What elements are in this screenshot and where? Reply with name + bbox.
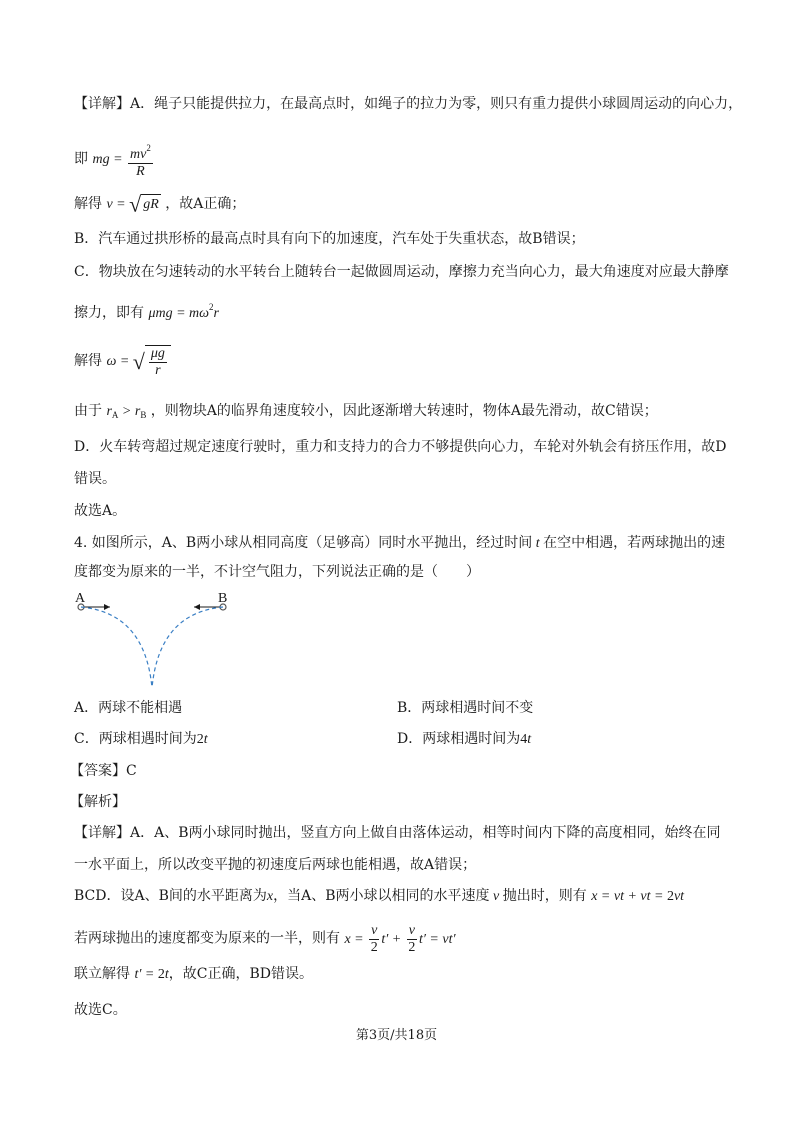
equation-v: v = √ gR — [106, 191, 159, 217]
solution-3-text-b: ，当A、B两小球以相同的水平速度 — [273, 888, 490, 904]
detail-d-line: D．火车转弯超过规定速度行驶时，重力和支持力的合力不够提供向心力，车轮对外轨会有挤压作用，故D — [74, 439, 727, 455]
inequality-r: $r_A > r_B$ — [106, 404, 147, 420]
question-4-text-a: 4. 如图所示，A、B两小球从相同高度（足够高）同时水平抛出，经过时间 — [74, 535, 533, 551]
question-4-line-2: 度都变为原来的一半，不计空气阻力，下列说法正确的是（ ） — [74, 564, 480, 580]
trajectory-b — [152, 607, 223, 688]
equation-t-prime: t′ = 2t — [134, 967, 169, 982]
solution-line-2: 一水平面上，所以改变平抛的初速度后两球也能相遇，故A错误； — [74, 857, 477, 873]
formula-mg-line — [74, 140, 155, 180]
option-c-value: 2t — [196, 732, 208, 747]
solution-5-text-a: 联立解得 — [74, 966, 130, 982]
detail-b-line: B．汽车通过拱形桥的最高点时具有向下的加速度，汽车处于失重状态，故B错误； — [74, 231, 585, 247]
option-a: A．两球不能相遇 — [74, 700, 183, 716]
solve-omega-line — [74, 345, 171, 379]
detail-c-line: C．物块放在匀速转动的水平转台上随转台一起做圆周运动，摩擦力充当向心力，最大角速度对应最大静摩 — [74, 264, 729, 280]
projectile-figure — [70, 588, 240, 692]
option-d — [397, 729, 531, 750]
page-footer: 第3页/共18页 — [355, 1028, 438, 1043]
solve-v-line — [74, 191, 246, 217]
option-c — [74, 729, 208, 750]
equation-friction: $\mu mg = m\omega^2r$ — [148, 302, 219, 321]
trajectory-a — [81, 607, 152, 688]
choose-c-line: 故选C。 — [74, 1002, 127, 1018]
conclusion-a: ，故A正确； — [165, 196, 246, 212]
solution-line-5 — [74, 964, 313, 985]
label-friction: 擦力，即有 — [74, 305, 144, 321]
solution-line-4 — [74, 923, 456, 956]
arrowhead-a — [104, 604, 110, 610]
detail-d-line-2: 错误。 — [74, 471, 116, 487]
solution-3-text-a: BCD．设A、B间的水平距离为 — [74, 888, 267, 904]
label-ji: 即 — [74, 151, 88, 168]
question-4-text-b: 在空中相遇，若两球抛出的速 — [543, 535, 726, 551]
detail-a-line: 【详解】A．绳子只能提供拉力，在最高点时，如绳子的拉力为零，则只有重力提供小球圆周运动的向心力， — [74, 96, 743, 112]
option-d-value: 4t — [520, 732, 532, 747]
question-4-line-1 — [74, 533, 725, 554]
symbol-t: t — [532, 536, 544, 551]
label-youyu: 由于 — [74, 403, 102, 419]
equation-mg: mg = $\frac{mv^2}{R}$ — [92, 152, 154, 167]
solution-line-3 — [74, 886, 684, 907]
friction-formula-line — [74, 297, 219, 324]
equation-x: x = vt + vt = 2vt — [591, 889, 685, 904]
equation-omega: ω = √ $\frac{\mu g}{r}$ — [106, 354, 170, 369]
label-jiede-2: 解得 — [74, 353, 102, 370]
symbol-v: v — [489, 889, 503, 904]
conclusion-c: ，则物块A的临界角速度较小，因此逐渐增大转速时，物体A最先滑动，故C错误； — [150, 403, 658, 419]
compare-r-line — [74, 401, 658, 425]
solution-line-1: 【详解】A．A、B两小球同时抛出，竖直方向上做自由落体运动，相等时间内下降的高度相同，始终在同 — [74, 825, 721, 841]
arrowhead-b — [194, 604, 200, 610]
label-jiede: 解得 — [74, 196, 102, 212]
solution-4-text: 若两球抛出的速度都变为原来的一半，则有 — [74, 930, 340, 947]
solution-5-text-b: ，故C正确，BD错误。 — [168, 966, 313, 982]
symbol-x: x — [266, 889, 274, 904]
answer-label: 【答案】C — [70, 763, 137, 779]
option-b: B．两球相遇时间不变 — [397, 700, 534, 716]
choose-a-line: 故选A。 — [74, 503, 127, 519]
option-d-text: D．两球相遇时间为 — [397, 731, 521, 747]
option-c-text: C．两球相遇时间为 — [74, 731, 197, 747]
label-a: A — [75, 591, 86, 606]
solution-3-text-c: 抛出时，则有 — [502, 888, 587, 904]
equation-x-half: x = $\frac{v}{2}$ t′ + $\frac{v}{2}$ t′ = vt′ — [344, 923, 456, 955]
label-b: B — [218, 591, 228, 606]
analysis-label: 【解析】 — [70, 794, 126, 810]
